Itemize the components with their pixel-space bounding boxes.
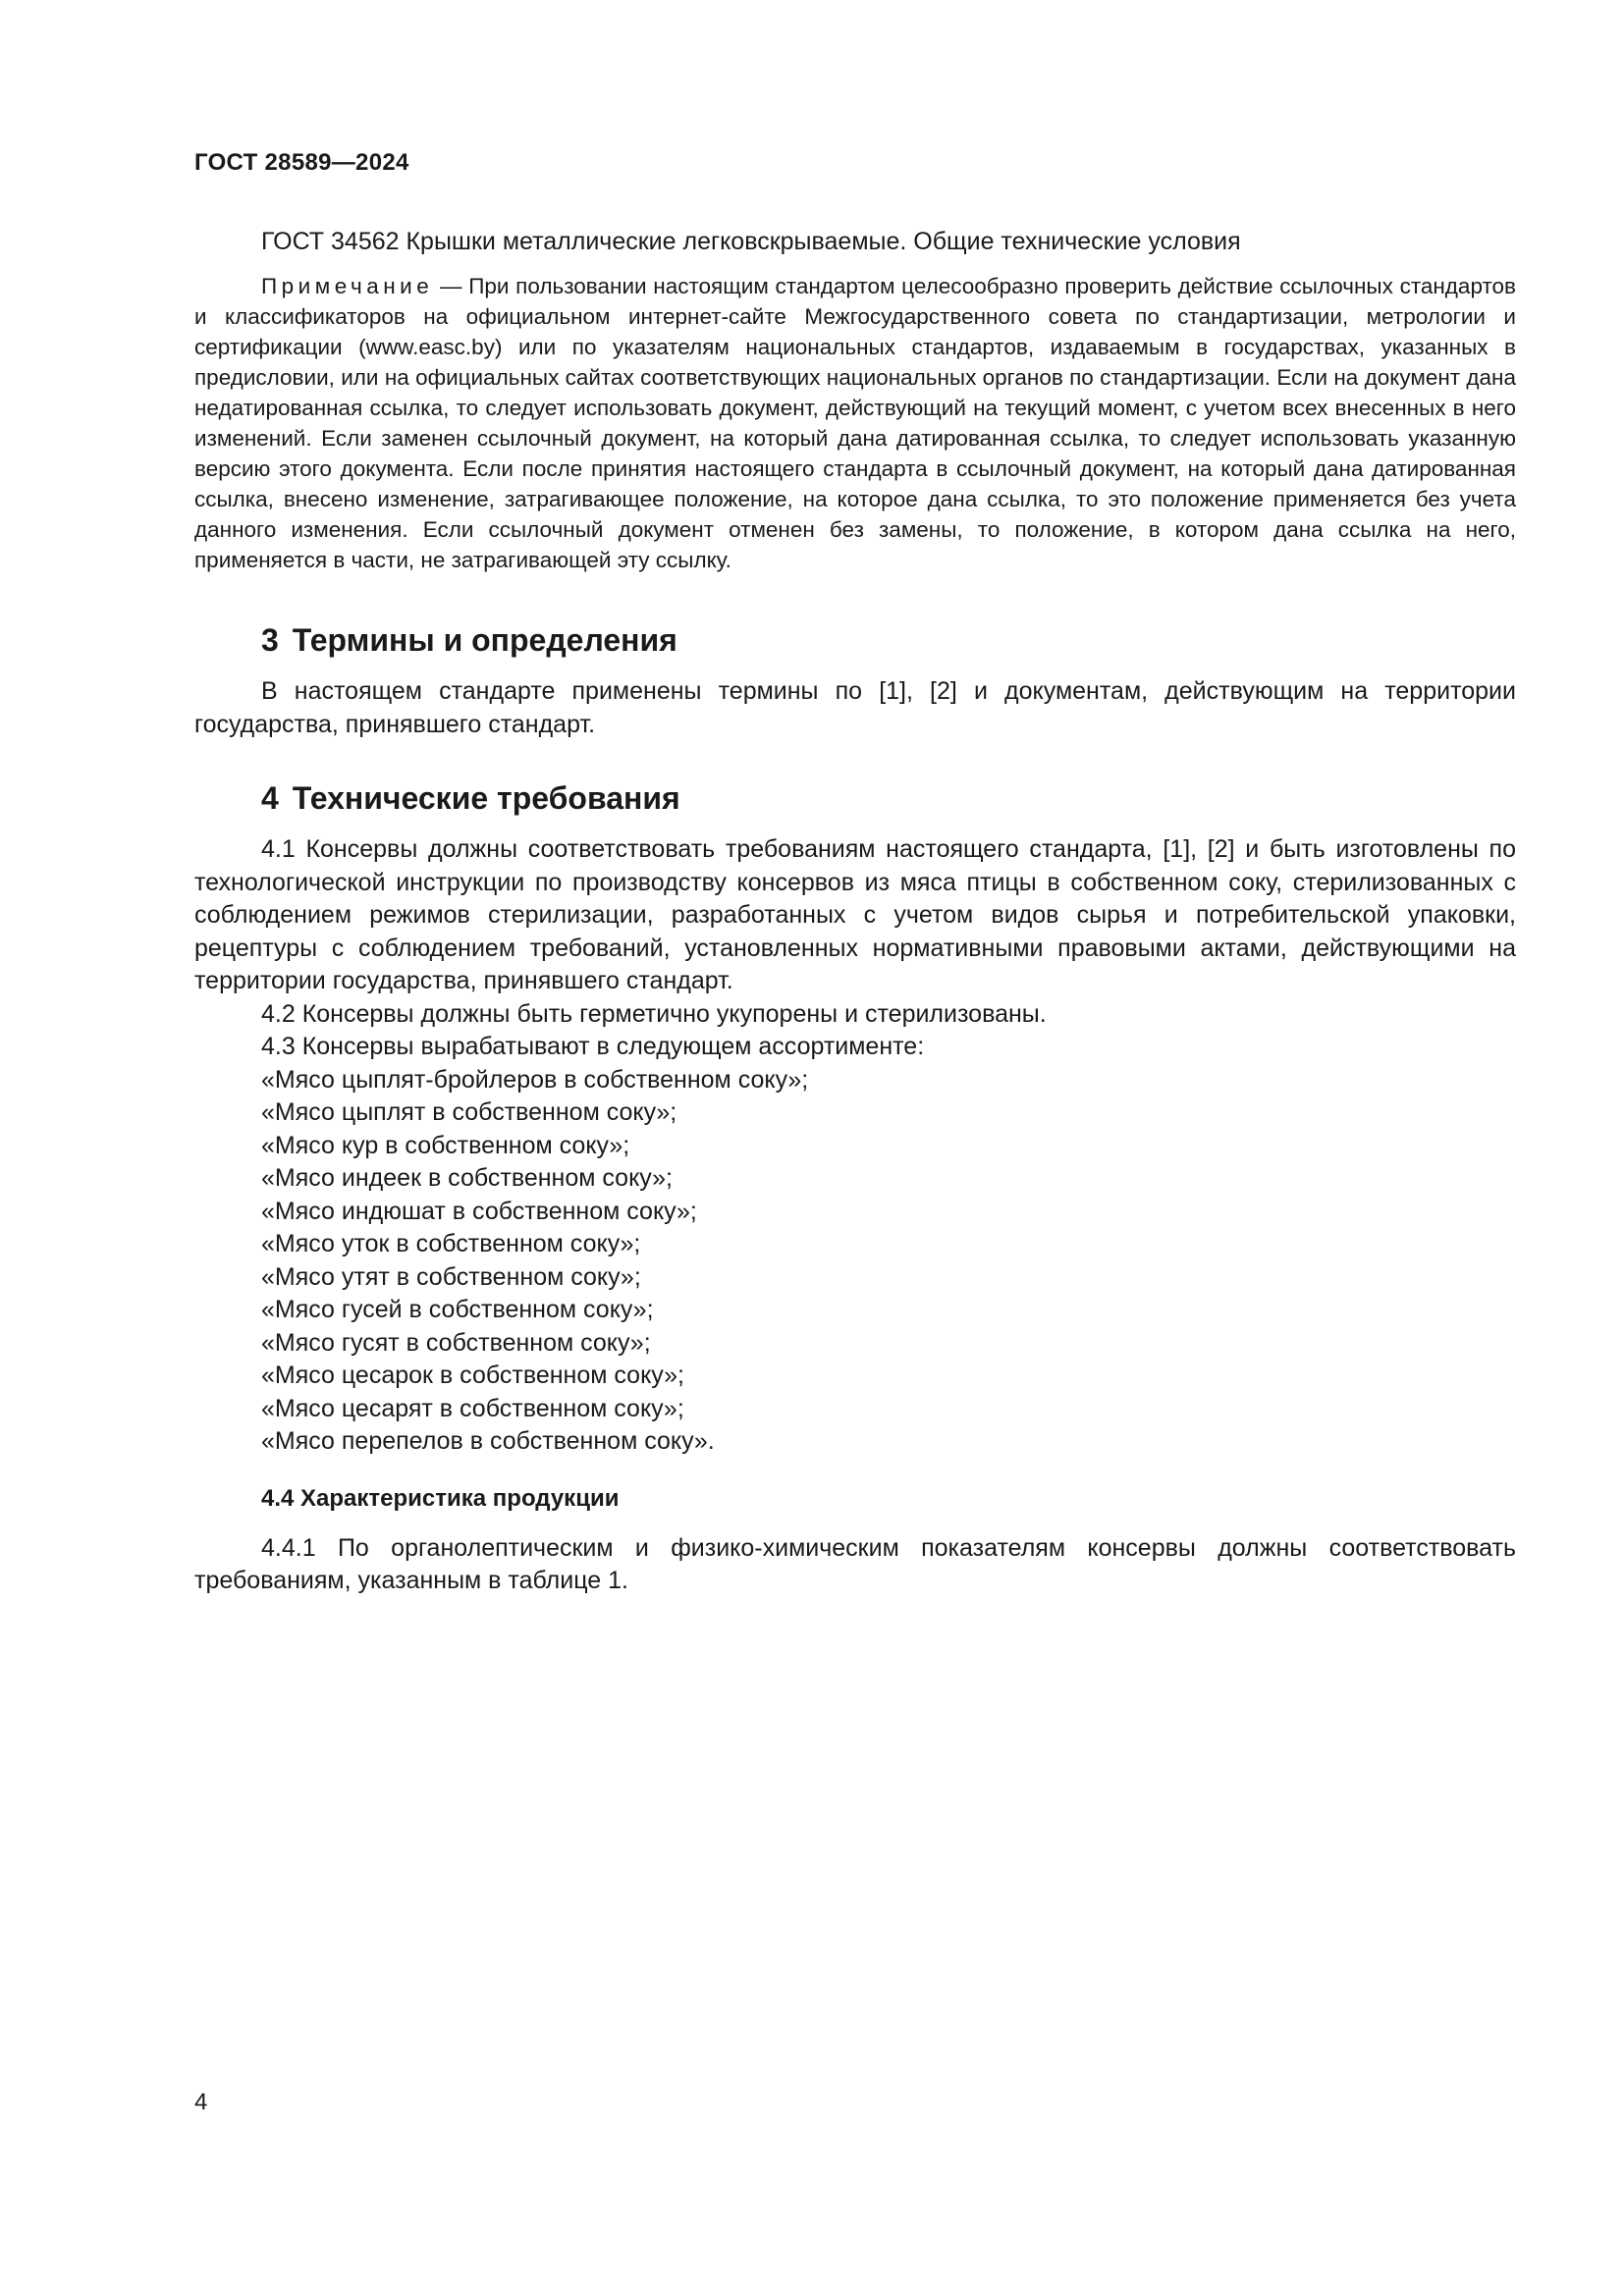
list-item: «Мясо утят в собственном соку»; [261, 1262, 641, 1291]
section-4-heading [194, 778, 1516, 818]
section-number: 3 [261, 622, 279, 658]
list-item: «Мясо цесарок в собственном соку»; [261, 1362, 684, 1389]
note-text: — При пользовании настоящим стандартом целесообразно проверить действие ссылочных стандартов и классификаторов на официальном интернет-сайте Межгосударственного совета по стандартизации, метрологии и сертификации (www.easc.by) или по указателям национальных стандартов, издаваемым в государствах, указанных в предисловии, или на официальных сайтах соответствующих национальных органов по стандартизации. Если на документ дана недатированная ссылка, то следует использовать документ, действующий на текущий момент, с учетом всех внесенных в него изменений. Если заменен ссылочный документ, на который дана датированная ссылка, то следует использовать указанную версию этого документа. Если после принятия настоящего стандарта в ссылочный документ, на который дана датированная ссылка, внесено изменение, затрагивающее положение, на которое дана ссылка, то это положение применяется без учета данного изменения. Если ссылочный документ отменен без замены, то положение, в котором дана ссылка на него, применяется в части, не затрагивающей эту ссылку. [194, 274, 1516, 572]
list-item: «Мясо уток в собственном соку»; [261, 1230, 641, 1257]
reference-item: ГОСТ 34562 Крышки металлические легковскрываемые. Общие технические условия [261, 228, 1241, 255]
list-item: «Мясо перепелов в собственном соку». [261, 1427, 715, 1455]
paragraph-4-2: 4.2 Консервы должны быть герметично укупорены и стерилизованы. [261, 999, 1047, 1028]
page-content [194, 224, 1516, 1598]
section-title: Термины и определения [292, 622, 677, 658]
list-item: «Мясо цесарят в собственном соку»; [261, 1394, 684, 1422]
section-title: Технические требования [292, 780, 680, 816]
section-3-text: В настоящем стандарте применены термины по [1], [2] и документам, действующим на территории государства, принявшего стандарт. [194, 677, 1516, 738]
list-item: «Мясо цыплят-бройлеров в собственном соку»; [261, 1065, 809, 1094]
list-item: «Мясо индюшат в собственном соку»; [261, 1197, 697, 1225]
list-item: «Мясо индеек в собственном соку»; [261, 1164, 673, 1192]
section-number: 4 [261, 780, 279, 816]
page-number: 4 [194, 2089, 208, 2115]
assortment-list [194, 1064, 1516, 1459]
section-3-heading [194, 620, 1516, 660]
list-item: «Мясо кур в собственном соку»; [261, 1131, 630, 1159]
list-item: «Мясо цыплят в собственном соку»; [261, 1098, 677, 1126]
list-item: «Мясо гусей в собственном соку»; [261, 1296, 654, 1323]
subsection-4-4-heading: 4.4 Характеристика продукции [261, 1484, 620, 1512]
paragraph-4-3: 4.3 Консервы вырабатывают в следующем ассортименте: [261, 1033, 925, 1060]
note-paragraph [194, 271, 1516, 575]
list-item: «Мясо гусят в собственном соку»; [261, 1328, 651, 1357]
paragraph-4-1: 4.1 Консервы должны соответствовать требованиям настоящего стандарта, [1], [2] и быть изготовлены по технологической инструкции по производству консервов из мяса птицы в собственном соку, стерилизованных с соблюдением режимов стерилизации, разработанных с учетом видов сырья и потребительской упаковки, рецептуры с соблюдением требований, установленных нормативными правовыми актами, действующими на территории государства, принявшего стандарт. [194, 835, 1516, 994]
note-label: Примечание [261, 274, 434, 298]
paragraph-4-4-1: 4.4.1 По органолептическим и физико-химическим показателям консервы должны соответствовать требованиям, указанным в таблице 1. [194, 1533, 1516, 1594]
document-header: ГОСТ 28589—2024 [194, 149, 409, 176]
